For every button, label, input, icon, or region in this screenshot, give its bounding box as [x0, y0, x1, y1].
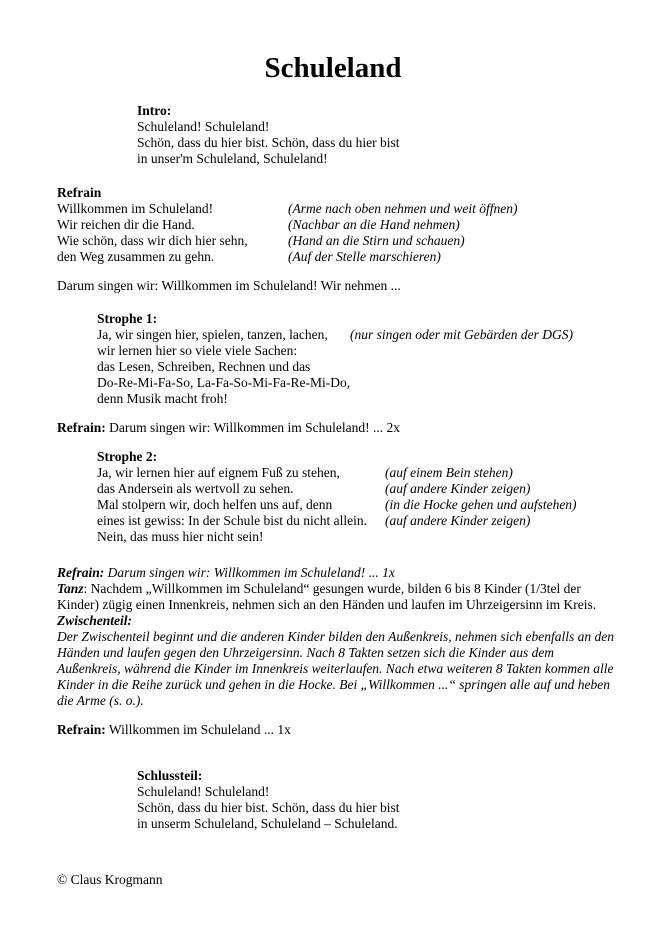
intro-heading: Intro:	[137, 103, 172, 118]
refrain-label: Refrain:	[57, 420, 106, 435]
refrain-text: Darum singen wir: Willkommen im Schuleland! ... 1x	[104, 565, 395, 580]
action-note: (in die Hocke gehen und aufstehen)	[385, 497, 577, 512]
tanz-paragraph	[57, 581, 617, 613]
intro-line: in unser'm Schuleland, Schuleland!	[137, 151, 328, 166]
action-note: (Arme nach oben nehmen und weit öffnen)	[288, 201, 518, 216]
refrain-repeat-2x	[57, 420, 666, 436]
lyric-row	[57, 249, 666, 265]
lyric-row	[97, 465, 666, 481]
refrain-repeat-1x-italic	[57, 565, 617, 581]
lyric-line: Wie schön, dass wir dich hier sehn,	[57, 233, 248, 248]
lyric-row	[97, 481, 666, 497]
action-note: (auf andere Kinder zeigen)	[385, 481, 531, 496]
lyric-row	[97, 359, 666, 375]
darum-line: Darum singen wir: Willkommen im Schuleland! Wir nehmen ...	[57, 278, 401, 293]
lyric-row	[57, 201, 666, 217]
lyric-line: wir lernen hier so viele viele Sachen:	[97, 343, 298, 358]
action-note: (Auf der Stelle marschieren)	[288, 249, 441, 264]
lyric-line: Ja, wir lernen hier auf eignem Fuß zu stehen,	[97, 465, 340, 480]
intro-line: Schuleland! Schuleland!	[137, 119, 270, 134]
refrain-text: Willkommen im Schuleland ... 1x	[105, 722, 291, 737]
copyright-notice: © Claus Krogmann	[57, 872, 163, 887]
lyric-line: den Weg zusammen zu gehn.	[57, 249, 215, 264]
action-note: (Hand an die Stirn und schauen)	[288, 233, 465, 248]
lyric-line: Mal stolpern wir, doch helfen uns auf, denn	[97, 497, 333, 512]
lyric-line: das Lesen, Schreiben, Rechnen und das	[97, 359, 311, 374]
action-note: (Nachbar an die Hand nehmen)	[288, 217, 460, 232]
tanz-label: Tanz	[57, 581, 84, 596]
lyric-row	[97, 513, 666, 529]
intro-line: Schön, dass du hier bist. Schön, dass du hier bist	[137, 135, 400, 150]
refrain-text: Darum singen wir: Willkommen im Schuleland! ... 2x	[105, 420, 401, 435]
strophe2-heading: Strophe 2:	[97, 449, 158, 464]
action-note: (auf einem Bein stehen)	[385, 465, 513, 480]
strophe1-heading: Strophe 1:	[97, 311, 158, 326]
section-strophe-2	[97, 449, 666, 545]
page-title: Schuleland	[264, 52, 402, 84]
lyric-line: eines ist gewiss: In der Schule bist du nicht allein.	[97, 513, 367, 528]
lyric-line: denn Musik macht froh!	[97, 391, 228, 406]
lyric-line: Wir reichen dir die Hand.	[57, 217, 195, 232]
zwischenteil-heading: Zwischenteil:	[57, 613, 132, 628]
schlussteil-line: Schön, dass du hier bist. Schön, dass du hier bist	[137, 800, 400, 815]
section-refrain	[57, 185, 666, 265]
schlussteil-heading: Schlussteil:	[137, 768, 203, 783]
section-strophe-1	[97, 311, 666, 407]
refrain-label: Refrain:	[57, 722, 106, 737]
lyric-row	[97, 497, 666, 513]
action-note: (nur singen oder mit Gebärden der DGS)	[350, 327, 573, 342]
lyric-row	[97, 375, 666, 391]
lyric-line: das Andersein als wertvoll zu sehen.	[97, 481, 294, 496]
section-schlussteil	[137, 768, 666, 832]
lyric-row	[97, 529, 666, 545]
lyric-row	[97, 327, 666, 343]
lyric-row	[57, 233, 666, 249]
lyric-row	[97, 391, 666, 407]
zwischenteil-body: Der Zwischenteil beginnt und die anderen Kinder bilden den Außenkreis, nehmen sich ebenfalls an den Händen und laufen gegen den Uhrzeigersinn. Nach 8 Takten setzen sich die Kinder aus dem Außenkreis, während die Kinder im Innenkreis weiterlaufen. Nach etwa weiteren 8 Takten kommen alle Kinder in die Reihe zurück und gehen in die Hocke. Bei „Willkommen ...“ springen alle auf und heben die Arme (s. o.).	[57, 629, 615, 708]
lyric-line: Do-Re-Mi-Fa-So, La-Fa-So-Mi-Fa-Re-Mi-Do,	[97, 375, 351, 390]
section-intro	[137, 103, 666, 167]
lyric-line: Ja, wir singen hier, spielen, tanzen, lachen,	[97, 327, 328, 342]
refrain-label: Refrain:	[57, 565, 105, 580]
lyric-row	[57, 217, 666, 233]
action-note: (auf andere Kinder zeigen)	[385, 513, 531, 528]
lyric-line: Nein, das muss hier nicht sein!	[97, 529, 264, 544]
section-dance-instructions	[57, 565, 617, 709]
refrain-heading: Refrain	[57, 185, 102, 200]
schlussteil-line: Schuleland! Schuleland!	[137, 784, 270, 799]
tanz-text: : Nachdem „Willkommen im Schuleland“ gesungen wurde, bilden 6 bis 8 Kinder (1/3tel der Kinder) zügig einen Innenkreis, nehmen sich an den Händen und laufen im Uhrzeigersinn im Kreis.	[57, 581, 597, 612]
schlussteil-line: in unserm Schuleland, Schuleland – Schuleland.	[137, 816, 398, 831]
lyric-line: Willkommen im Schuleland!	[57, 201, 214, 216]
refrain-repeat-final	[57, 722, 666, 738]
lyric-row	[97, 343, 666, 359]
